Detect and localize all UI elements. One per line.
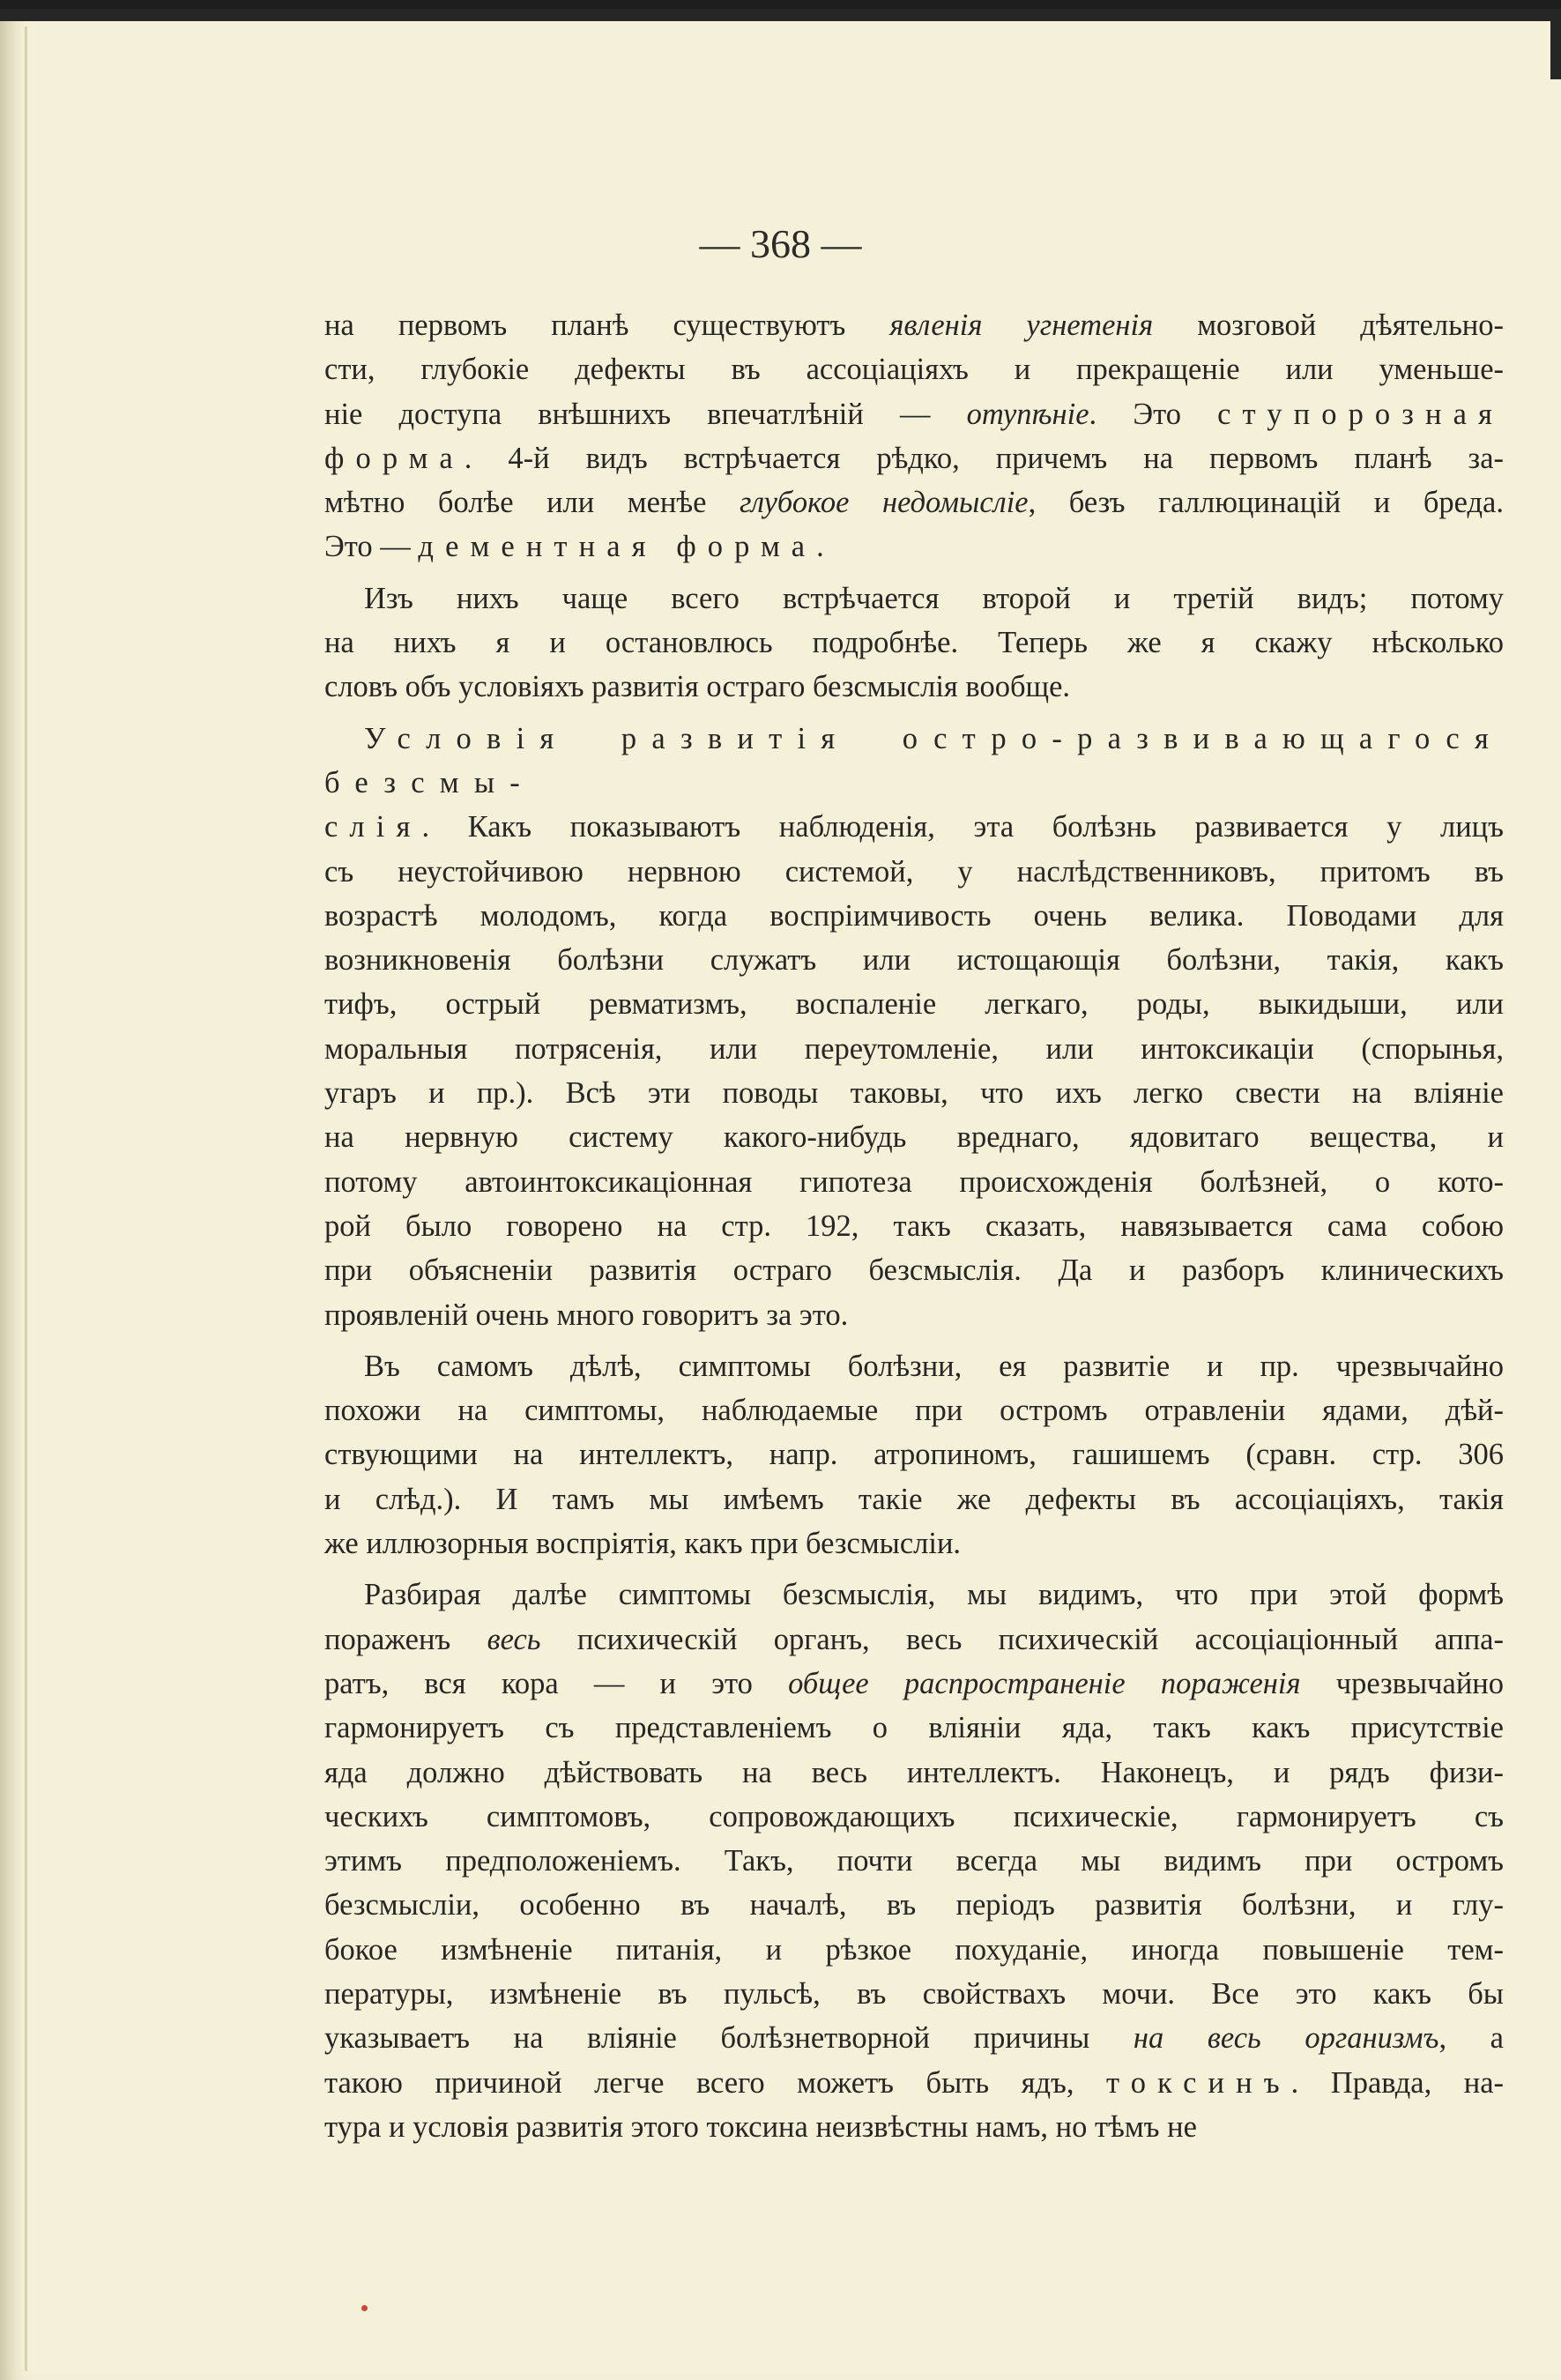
- paragraph-gap: [324, 710, 1504, 717]
- body-text: [324, 303, 1504, 2149]
- text-run: .: [816, 530, 824, 564]
- text-line: [324, 1344, 1504, 1388]
- page-gutter-edge: [25, 26, 27, 2371]
- text-run: яда должно дѣйствовать на весь интеллектъ. Наконецъ, и рядъ физи-: [324, 1755, 1504, 1789]
- text-line: [324, 1573, 1504, 1617]
- text-run: такою причиной легче всего можетъ быть ядъ,: [324, 2065, 1107, 2100]
- text-line: [324, 1521, 1504, 1566]
- text-run: пературы, измѣненіе въ пульсѣ, въ свойствахъ мочи. Все это какъ бы: [324, 1976, 1504, 2011]
- text-run: ческихъ симптомовъ, сопровождающихъ психическіе, гармонируетъ съ: [324, 1799, 1504, 1833]
- text-line: [324, 1972, 1504, 2016]
- text-line: [324, 1388, 1504, 1432]
- text-run: психическій органъ, весь психическій ассоціаціонный аппа-: [540, 1622, 1504, 1656]
- text-run: потому автоинтоксикаціонная гипотеза происхожденія болѣзней, о кото-: [324, 1164, 1504, 1199]
- text-run: пораженъ: [324, 1622, 487, 1656]
- text-run: . 4-й видъ встрѣчается рѣдко, причемъ на первомъ планѣ за-: [464, 441, 1504, 475]
- text-run: ратъ, вся кора — и это: [324, 1666, 789, 1700]
- text-run: этимъ предположеніемъ. Такъ, почти всегда мы видимъ при остромъ: [324, 1844, 1504, 1878]
- text-run: угаръ и пр.). Всѣ эти поводы таковы, что ихъ легко свести на вліяніе: [324, 1076, 1504, 1111]
- scan-right-border: [1550, 9, 1561, 79]
- text-run: Изъ нихъ чаще всего встрѣчается второй и третій видъ; потому: [364, 581, 1504, 615]
- text-line: [324, 850, 1504, 894]
- text-run: проявленій очень много говоритъ за это.: [324, 1298, 849, 1332]
- text-line: [324, 621, 1504, 665]
- text-run: мозговой дѣятельно-: [1153, 309, 1504, 342]
- text-run: сти, глубокіе дефекты въ ассоціаціяхъ и прекращеніе или уменьше-: [324, 353, 1504, 387]
- text-line: [324, 1204, 1504, 1248]
- text-line: [324, 805, 1504, 849]
- text-run: . Правда, на-: [1290, 2065, 1504, 2100]
- library-stamp-dot: [361, 2305, 368, 2311]
- text-line: [324, 1751, 1504, 1795]
- text-run: съ неустойчивою нервною системой, у наслѣдственниковъ, притомъ въ: [324, 854, 1504, 889]
- spaced-emphasis: дементная форма: [418, 530, 817, 564]
- text-run: словъ объ условіяхъ развитія остраго безсмыслія вообще.: [324, 670, 1071, 704]
- text-run: бокое измѣненіе питанія, и рѣзкое похуданіе, иногда повышеніе тем-: [324, 1932, 1504, 1967]
- text-line: [324, 2105, 1504, 2149]
- text-run: ніе доступа внѣшнихъ впечатлѣній —: [324, 397, 967, 431]
- spaced-emphasis: форма: [324, 441, 465, 475]
- text-run: на нервную систему какого-нибудь вреднаго, ядовитаго вещества, и: [324, 1120, 1504, 1155]
- text-run: указываетъ на вліяніе болѣзнетворной причины: [324, 2021, 1134, 2056]
- text-line: [324, 894, 1504, 938]
- text-run: на первомъ планѣ существуютъ: [324, 309, 890, 342]
- text-line: [324, 1883, 1504, 1927]
- text-line: [324, 1160, 1504, 1204]
- text-run: рой было говорено на стр. 192, такъ сказать, навязывается сама собою: [324, 1209, 1504, 1243]
- spaced-emphasis: слія: [324, 810, 422, 844]
- italic-emphasis: весь: [487, 1622, 541, 1656]
- paragraph-gap: [324, 1566, 1504, 1573]
- italic-emphasis: глубокое недомысліе: [740, 486, 1029, 520]
- text-run: , безъ галлюцинацій и бреда.: [1028, 486, 1504, 520]
- text-run: возрастѣ молодомъ, когда воспріимчивость очень велика. Поводами для: [324, 898, 1504, 933]
- text-run: гармонируетъ съ представленіемъ о вліяніи яда, такъ какъ присутствіе: [324, 1711, 1504, 1745]
- text-run: . Какъ показываютъ наблюденія, эта болѣзнь развивается у лицъ: [421, 810, 1504, 844]
- italic-emphasis: на весь организмъ: [1133, 2021, 1439, 2056]
- text-run: Разбирая далѣе симптомы безсмыслія, мы видимъ, что при этой формѣ: [364, 1578, 1504, 1612]
- spaced-emphasis: ступорозная: [1217, 397, 1505, 431]
- text-run: ствующими на интеллектъ, напр. атропиномъ, гашишемъ (сравн. стр. 306: [324, 1438, 1504, 1472]
- page-number: — 368 —: [699, 221, 862, 266]
- paragraph-gap: [324, 569, 1504, 576]
- italic-emphasis: отупѣніе: [966, 397, 1089, 431]
- text-line: [324, 1706, 1504, 1750]
- text-line: [324, 524, 1504, 569]
- text-line: [324, 347, 1504, 391]
- text-line: [324, 1839, 1504, 1883]
- text-run: и слѣд.). И тамъ мы имѣемъ такіе же дефекты въ ассоціаціяхъ, такія: [324, 1482, 1504, 1516]
- scan-top-border: [0, 9, 1561, 21]
- text-line: [324, 1248, 1504, 1292]
- text-run: же иллюзорныя воспріятія, какъ при безсмысліи.: [324, 1527, 962, 1561]
- text-run: при объясненіи развитія остраго безсмыслія. Да и разборъ клиническихъ: [324, 1253, 1504, 1288]
- text-line: [324, 1293, 1504, 1337]
- text-run: похожи на симптомы, наблюдаемые при остромъ отравленіи ядами, дѣй-: [324, 1394, 1504, 1428]
- text-line: [324, 480, 1504, 524]
- text-line: [324, 576, 1504, 621]
- text-line: [324, 665, 1504, 709]
- italic-emphasis: общее распространеніе пораженія: [788, 1666, 1301, 1700]
- text-line: [324, 1071, 1504, 1115]
- text-line: [324, 2061, 1504, 2105]
- text-line: [324, 982, 1504, 1026]
- text-run: моральныя потрясенія, или переутомленіе, или интоксикаціи (спорынья,: [324, 1031, 1504, 1066]
- text-line: [324, 392, 1504, 436]
- text-run: , а: [1438, 2021, 1504, 2056]
- text-line: [324, 1477, 1504, 1521]
- paragraph-gap: [324, 1337, 1504, 1344]
- text-run: тура и условія развитія этого токсина неизвѣстны намъ, но тѣмъ не: [324, 2109, 1197, 2144]
- text-run: возникновенія болѣзни служатъ или истощающія болѣзни, такія, какъ: [324, 943, 1504, 978]
- text-line: [324, 717, 1504, 806]
- text-line: [324, 1027, 1504, 1071]
- spaced-emphasis: токсинъ: [1106, 2065, 1291, 2100]
- italic-emphasis: явленія угнетенія: [889, 309, 1154, 342]
- text-line: [324, 303, 1504, 347]
- text-run: мѣтно болѣе или менѣе: [324, 486, 740, 520]
- text-run: Въ самомъ дѣлѣ, симптомы болѣзни, ея развитіе и пр. чрезвычайно: [364, 1349, 1504, 1383]
- text-line: [324, 436, 1504, 480]
- text-line: [324, 1115, 1504, 1159]
- text-run: тифъ, острый ревматизмъ, воспаленіе легкаго, роды, выкидыши, или: [324, 987, 1504, 1022]
- text-run: . Это: [1089, 397, 1218, 431]
- book-page: [0, 9, 1561, 2380]
- text-run: чрезвычайно: [1300, 1666, 1504, 1700]
- section-heading-spaced: Условія развитія остро-развивающагося безсмы-: [324, 721, 1504, 800]
- text-run: Это —: [324, 530, 419, 564]
- text-line: [324, 1618, 1504, 1662]
- text-line: [324, 1662, 1504, 1706]
- text-line: [324, 1795, 1504, 1839]
- text-line: [324, 2016, 1504, 2060]
- text-line: [324, 938, 1504, 982]
- text-run: на нихъ я и остановлюсь подробнѣе. Теперь же я скажу нѣсколько: [324, 626, 1504, 660]
- text-line: [324, 1928, 1504, 1972]
- text-line: [324, 1432, 1504, 1476]
- text-run: безсмысліи, особенно въ началѣ, въ періодъ развитія болѣзни, и глу-: [324, 1888, 1504, 1923]
